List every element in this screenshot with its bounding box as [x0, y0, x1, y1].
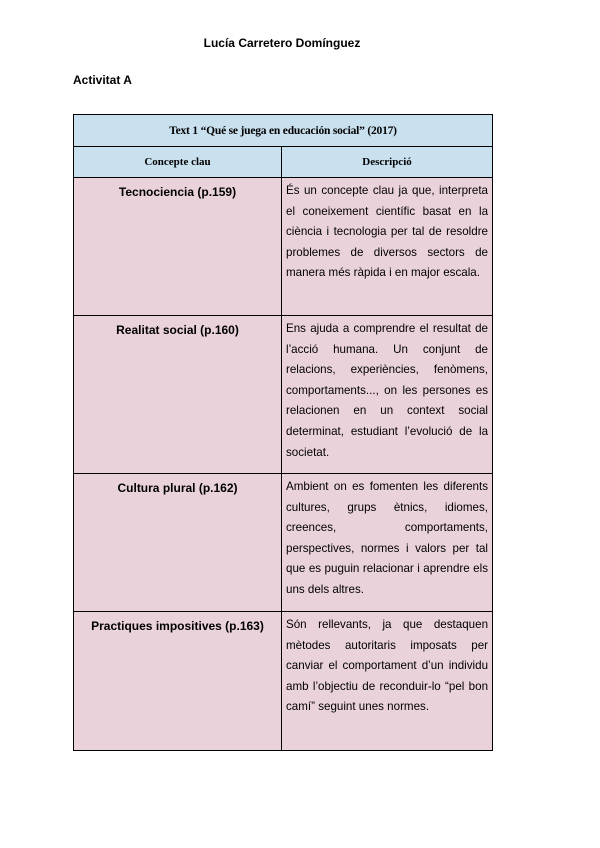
column-header-concept: Concepte clau: [74, 147, 282, 178]
table-row: [74, 474, 493, 612]
concept-cell: Tecnociencia (p.159): [74, 178, 282, 316]
column-header-description: Descripció: [282, 147, 493, 178]
concept-cell: Cultura plural (p.162): [74, 474, 282, 612]
table-row: [74, 316, 493, 474]
activity-title: Activitat A: [73, 73, 132, 87]
concept-cell: Realitat social (p.160): [74, 316, 282, 474]
table-caption: Text 1 “Qué se juega en educación social” (2017): [74, 115, 493, 147]
table-row: [74, 612, 493, 751]
concept-cell: Practiques impositives (p.163): [74, 612, 282, 751]
table-header-row: [74, 147, 493, 178]
concepts-table: [73, 114, 493, 751]
description-cell: És un concepte clau ja que, interpreta el coneixement científic basat en la ciència i tecnologia per tal de resoldre problemes de diversos sectors de manera més ràpida i en major escala.: [282, 178, 493, 316]
description-cell: Són rellevants, ja que destaquen mètodes autoritaris imposats per canviar el comportament d’un individu amb l’objectiu de reconduir-lo “pel bon camí” seguint unes normes.: [282, 612, 493, 751]
table-caption-row: [74, 115, 493, 147]
description-cell: Ambient on es fomenten les diferents cultures, grups ètnics, idiomes, creences, comportaments, perspectives, normes i valors per tal que es puguin relacionar i aprendre els uns dels altres.: [282, 474, 493, 612]
description-cell: Ens ajuda a comprendre el resultat de l’acció humana. Un conjunt de relacions, experiències, fenòmens, comportaments..., on les persones es relacionen en un context social determinat, estudiant l’evolució de la societat.: [282, 316, 493, 474]
table-row: [74, 178, 493, 316]
author-name: Lucía Carretero Domínguez: [203, 36, 361, 50]
